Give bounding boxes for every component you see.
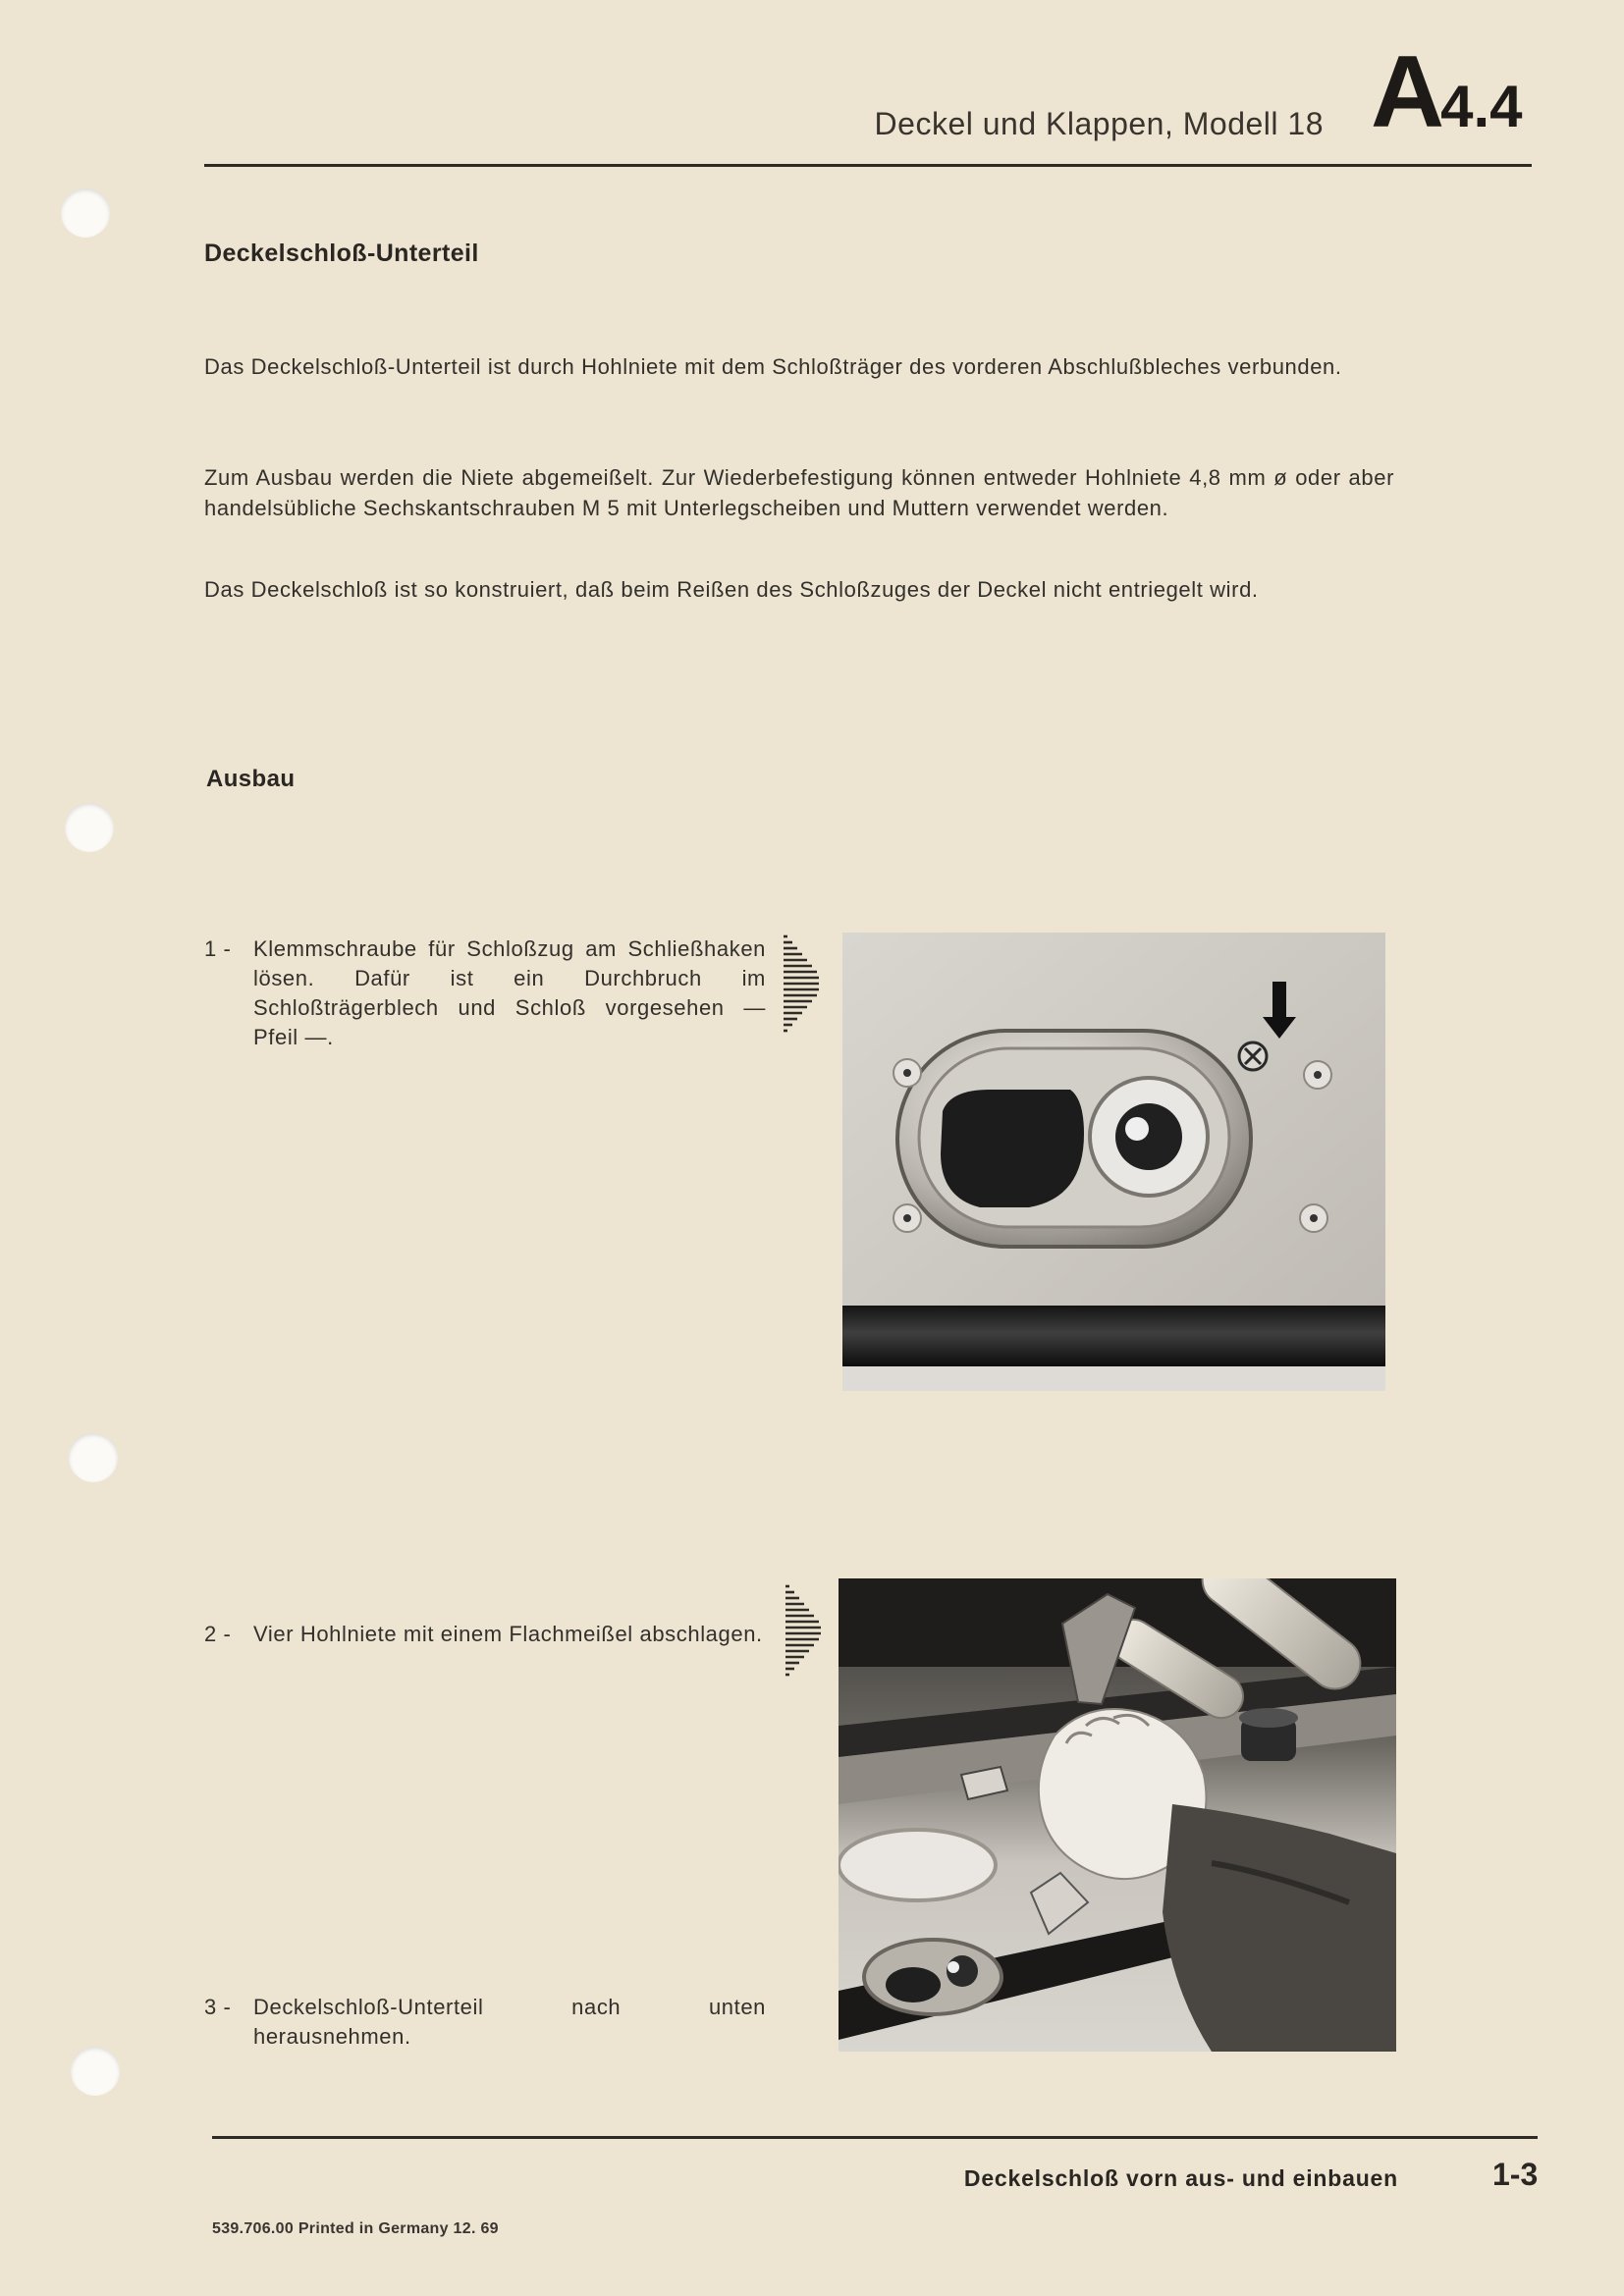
- pointer-arrow-icon: [784, 1582, 823, 1682]
- step-number: 3 -: [204, 1995, 232, 2019]
- step-text: Deckelschloß-Unterteil nach unten herausnehmen.: [253, 1995, 766, 2049]
- removal-note-paragraph: Zum Ausbau werden die Niete abgemeißelt. Zur Wiederbefestigung können entweder Hohlniete 4,8 mm ø oder aber handelsübliche Sechskantschrauben M 5 mit Unterlegscheiben und Muttern verwendet werden.: [204, 465, 1394, 520]
- section-letter: A: [1371, 35, 1441, 149]
- footer-title: Deckelschloß vorn aus- und einbauen: [963, 2165, 1398, 2191]
- step-number: 1 -: [204, 936, 232, 961]
- header-rule: [204, 164, 1532, 167]
- page-number: 1-3: [1492, 2157, 1539, 2192]
- step-3: [204, 1993, 766, 2052]
- section-title: Deckelschloß-Unterteil: [204, 240, 479, 267]
- lock-photo: [842, 933, 1385, 1391]
- header-title: Deckel und Klappen, Modell 18: [874, 106, 1324, 141]
- lock-design-paragraph: Das Deckelschloß ist so konstruiert, daß beim Reißen des Schloßzuges der Deckel nicht entriegelt wird.: [204, 577, 1259, 602]
- intro-paragraph: Das Deckelschloß-Unterteil ist durch Hohlniete mit dem Schloßträger des vorderen Abschlußbleches verbunden.: [204, 354, 1342, 379]
- punch-hole: [65, 803, 114, 852]
- punch-hole: [71, 2047, 120, 2096]
- step-1: [204, 934, 766, 1052]
- step-number: 2 -: [204, 1622, 232, 1646]
- chisel-photo: [839, 1578, 1396, 2052]
- step-2: [204, 1620, 766, 1649]
- print-note: 539.706.00 Printed in Germany 12. 69: [212, 2220, 499, 2237]
- step-text: Vier Hohlniete mit einem Flachmeißel abschlagen.: [253, 1622, 763, 1646]
- pointer-arrow-icon: [782, 933, 821, 1039]
- removal-title: Ausbau: [206, 766, 296, 792]
- section-code: [1371, 35, 1523, 149]
- section-number: 4.4: [1440, 74, 1523, 139]
- punch-hole: [61, 188, 110, 238]
- punch-hole: [69, 1433, 118, 1482]
- step-text: Klemmschraube für Schloßzug am Schließhaken lösen. Dafür ist ein Durchbruch im Schloßträgerblech und Schloß vorgesehen — Pfeil —.: [253, 936, 766, 1049]
- footer-rule: [212, 2136, 1538, 2139]
